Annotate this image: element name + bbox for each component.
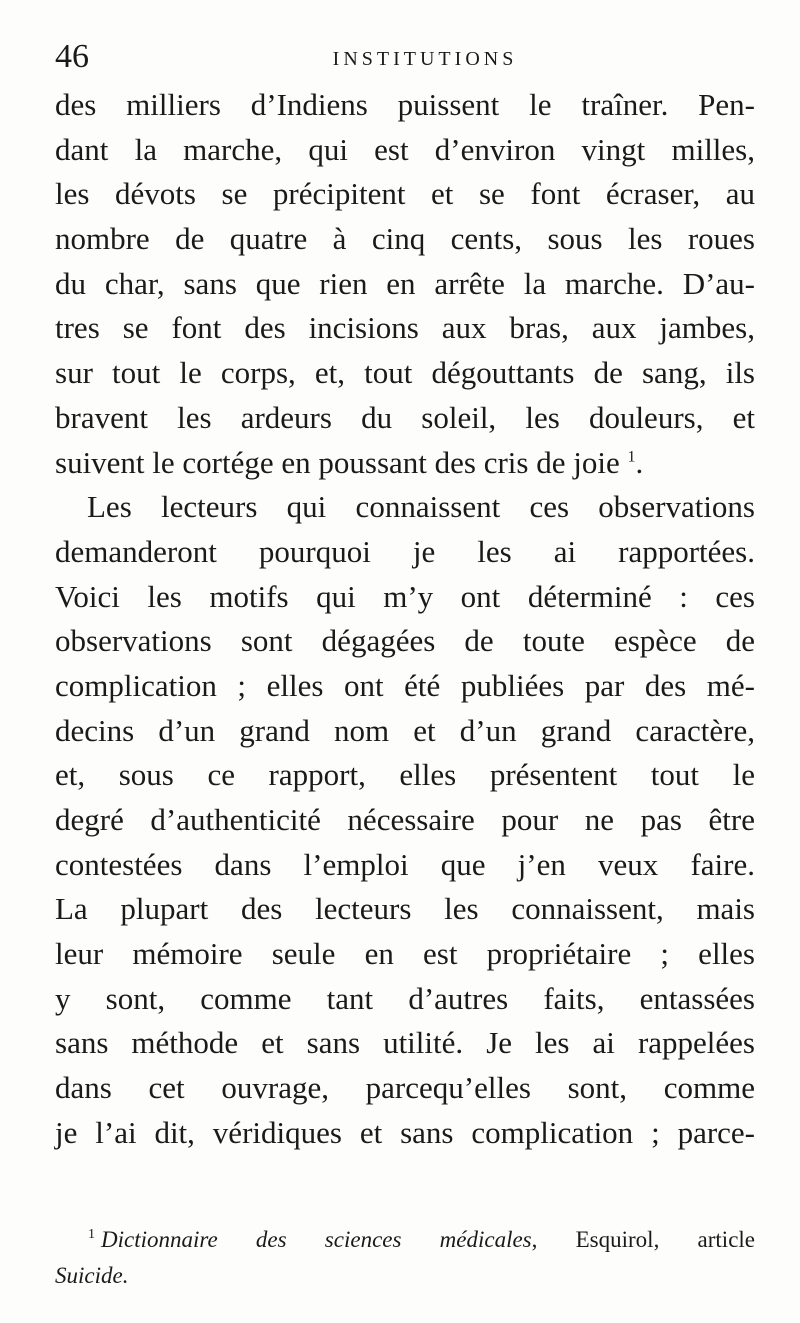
text-line: y sont, comme tant d’autres faits, entassées [55,980,755,1016]
text-line: des milliers d’Indiens puissent le traîner. Pen- [55,87,755,122]
footnote-marker: 1 [88,1227,95,1243]
text-line: La plupart des lecteurs les connaissent, mais [55,891,755,927]
footnote-separator: , [531,1227,576,1252]
footnote-author-article: Esquirol, article [575,1227,756,1252]
running-head: INSTITUTIONS [332,48,518,70]
text-line: je l’ai dit, véridiques et sans complication ; parce- [55,1114,755,1150]
footnote-reference: 1 [627,448,636,466]
footnote-reference-period: . [635,444,644,480]
footnote-block [55,1222,755,1294]
page-header [55,38,755,78]
footnote-line [55,1222,755,1258]
text-line-with-footnote-ref [55,441,755,486]
text-line: decins d’un grand nom et d’un grand caractère, [55,712,755,748]
text-line: nombre de quatre à cinq cents, sous les roues [55,221,755,257]
text-line: Voici les motifs qui m’y ont déterminé : ces [55,578,755,614]
body-text [55,83,755,1156]
text-line: bravent les ardeurs du soleil, les douleurs, et [55,399,755,435]
text-line: observations sont dégagées de toute espèce de [55,623,755,659]
text-line: contestées dans l’emploi que j’en veux faire. [55,846,755,882]
text-line: complication ; elles ont été publiées par des mé- [55,667,755,703]
text-line: suivent le cortége en poussant des cris de joie [55,444,620,480]
text-line: dans cet ouvrage, parcequ’elles sont, comme [55,1070,755,1106]
footnote-line-2: Suicide. [55,1263,129,1288]
text-line: leur mémoire seule en est propriétaire ; elles [55,936,755,972]
text-line: dant la marche, qui est d’environ vingt milles, [55,131,755,167]
text-line: degré d’authenticité nécessaire pour ne pas être [55,802,755,837]
footnote-work-title: Dictionnaire des sciences médicales [101,1227,532,1252]
text-line: les dévots se précipitent et se font écraser, au [55,176,755,212]
text-line: sans méthode et sans utilité. Je les ai rappelées [55,1025,755,1061]
page-number: 46 [55,38,89,75]
text-line: demanderont pourquoi je les ai rapportées. [55,533,755,569]
text-line: sur tout le corps, et, tout dégouttants de sang, ils [55,355,755,391]
paragraph-first-line: Les lecteurs qui connaissent ces observations [87,489,755,525]
text-line: tres se font des incisions aux bras, aux jambes, [55,310,755,346]
text-line: et, sous ce rapport, elles présentent tout le [55,757,755,793]
text-line: du char, sans que rien en arrête la marche. D’au- [55,265,755,301]
